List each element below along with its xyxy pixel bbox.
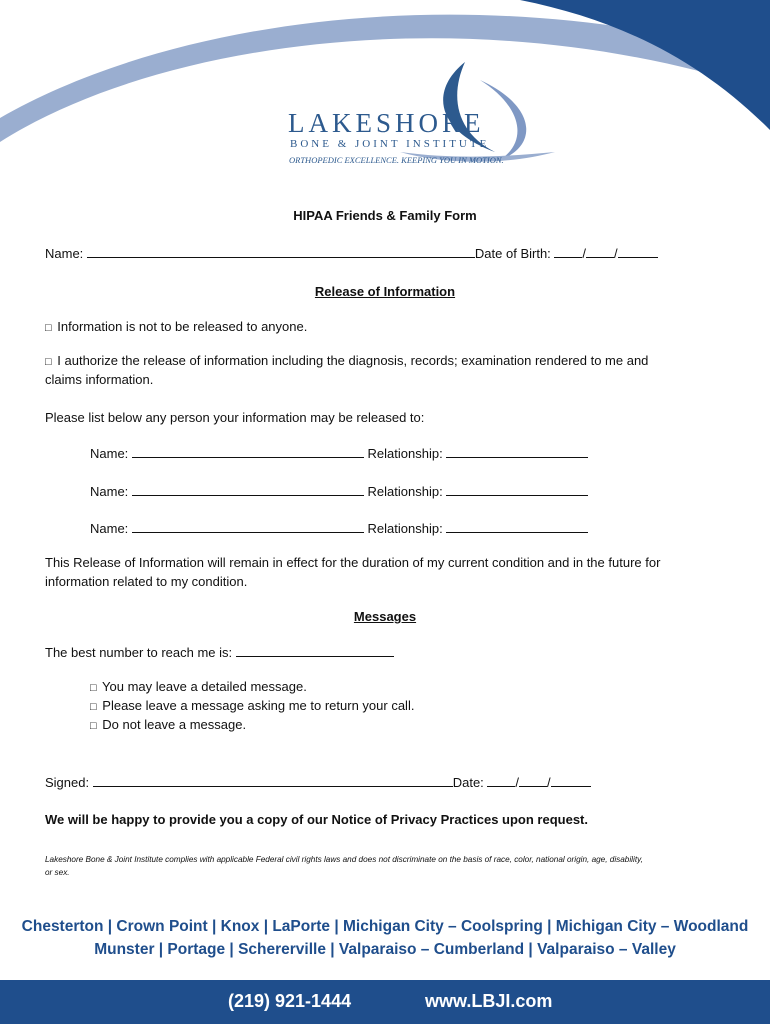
- nondiscrimination-line: Lakeshore Bone & Joint Institute complies with applicable Federal civil rights laws and does not discriminate on the basis of race, color, national origin, age, disability,: [45, 855, 643, 864]
- person-name-label: Name:: [90, 446, 129, 461]
- locations-line-2: Munster | Portage | Schererville | Valparaiso – Cumberland | Valparaiso – Valley: [94, 941, 676, 958]
- date-day-field[interactable]: [519, 772, 547, 787]
- footer-website: www.LBJI.com: [425, 991, 553, 1011]
- person-name-field[interactable]: [132, 443, 364, 458]
- relationship-field[interactable]: [446, 481, 588, 496]
- name-label: Name:: [45, 246, 84, 261]
- logo-subtitle: BONE & JOINT INSTITUTE: [290, 138, 490, 150]
- date-year-field[interactable]: [551, 772, 591, 787]
- msg-option-label: You may leave a detailed message.: [102, 679, 307, 694]
- checkbox-icon[interactable]: □: [45, 322, 52, 334]
- dob-day-field[interactable]: [586, 243, 614, 258]
- person-name-label: Name:: [90, 521, 129, 536]
- relationship-field[interactable]: [446, 443, 588, 458]
- logo-tagline: ORTHOPEDIC EXCELLENCE. KEEPING YOU IN MOTION.: [289, 155, 504, 165]
- signed-row: Signed: Date: / /: [45, 772, 591, 792]
- relationship-label: Relationship:: [367, 446, 443, 461]
- privacy-notice: We will be happy to provide you a copy of our Notice of Privacy Practices upon request.: [45, 812, 588, 827]
- option-authorize[interactable]: [45, 351, 648, 372]
- relationship-label: Relationship:: [367, 521, 443, 536]
- option-authorize-cont: claims information.: [45, 372, 154, 387]
- messages-heading: Messages: [353, 609, 417, 624]
- person-name-field[interactable]: [132, 481, 364, 496]
- lakeshore-logo: [280, 60, 570, 170]
- checkbox-icon[interactable]: □: [90, 720, 97, 732]
- date-label: Date:: [452, 775, 484, 790]
- msg-option-label: Please leave a message asking me to return your call.: [102, 698, 415, 713]
- person-row: [90, 481, 588, 501]
- relationship-label: Relationship:: [367, 484, 443, 499]
- relationship-field[interactable]: [446, 518, 588, 533]
- signature-field[interactable]: [93, 772, 453, 787]
- person-row: [90, 518, 588, 538]
- option-no-release-label: Information is not to be released to anyone.: [57, 319, 308, 334]
- dob-year-field[interactable]: [618, 243, 658, 258]
- nondiscrimination-line: or sex.: [45, 868, 70, 877]
- footer-bar: [0, 980, 770, 1024]
- name-dob-row: Name: Date of Birth: / /: [45, 243, 658, 263]
- person-name-label: Name:: [90, 484, 129, 499]
- best-number-row: [45, 642, 394, 662]
- dob-month-field[interactable]: [554, 243, 582, 258]
- nondiscrimination-notice: [45, 853, 735, 879]
- best-number-label: The best number to reach me is:: [45, 645, 233, 660]
- option-no-release[interactable]: [45, 317, 307, 338]
- checkbox-icon[interactable]: □: [90, 701, 97, 713]
- person-row: [90, 443, 588, 463]
- checkbox-icon[interactable]: □: [90, 682, 97, 694]
- signed-label: Signed:: [45, 775, 90, 790]
- msg-option-return-call[interactable]: [90, 696, 414, 717]
- msg-option-detailed[interactable]: [90, 677, 307, 698]
- effect-text: This Release of Information will remain in effect for the duration of my current condition and in the future for: [45, 555, 661, 570]
- date-month-field[interactable]: [487, 772, 515, 787]
- person-name-field[interactable]: [132, 518, 364, 533]
- release-heading: Release of Information: [314, 284, 456, 299]
- list-prompt: Please list below any person your information may be released to:: [45, 410, 425, 425]
- checkbox-icon[interactable]: □: [45, 356, 52, 368]
- msg-option-none[interactable]: [90, 715, 246, 736]
- name-field[interactable]: [87, 243, 475, 258]
- dob-label: Date of Birth:: [474, 246, 551, 261]
- best-number-field[interactable]: [236, 642, 394, 657]
- form-title: HIPAA Friends & Family Form: [293, 208, 477, 223]
- logo-wordmark: LAKESHORE: [288, 108, 485, 138]
- footer-phone: (219) 921-1444: [228, 991, 352, 1011]
- locations-line-1: Chesterton | Crown Point | Knox | LaPorte | Michigan City – Coolspring | Michigan City – Woodland: [21, 918, 749, 935]
- option-authorize-label: I authorize the release of information including the diagnosis, records; examination rendered to me and: [57, 353, 649, 368]
- effect-text-cont: information related to my condition.: [45, 574, 248, 589]
- msg-option-label: Do not leave a message.: [102, 717, 247, 732]
